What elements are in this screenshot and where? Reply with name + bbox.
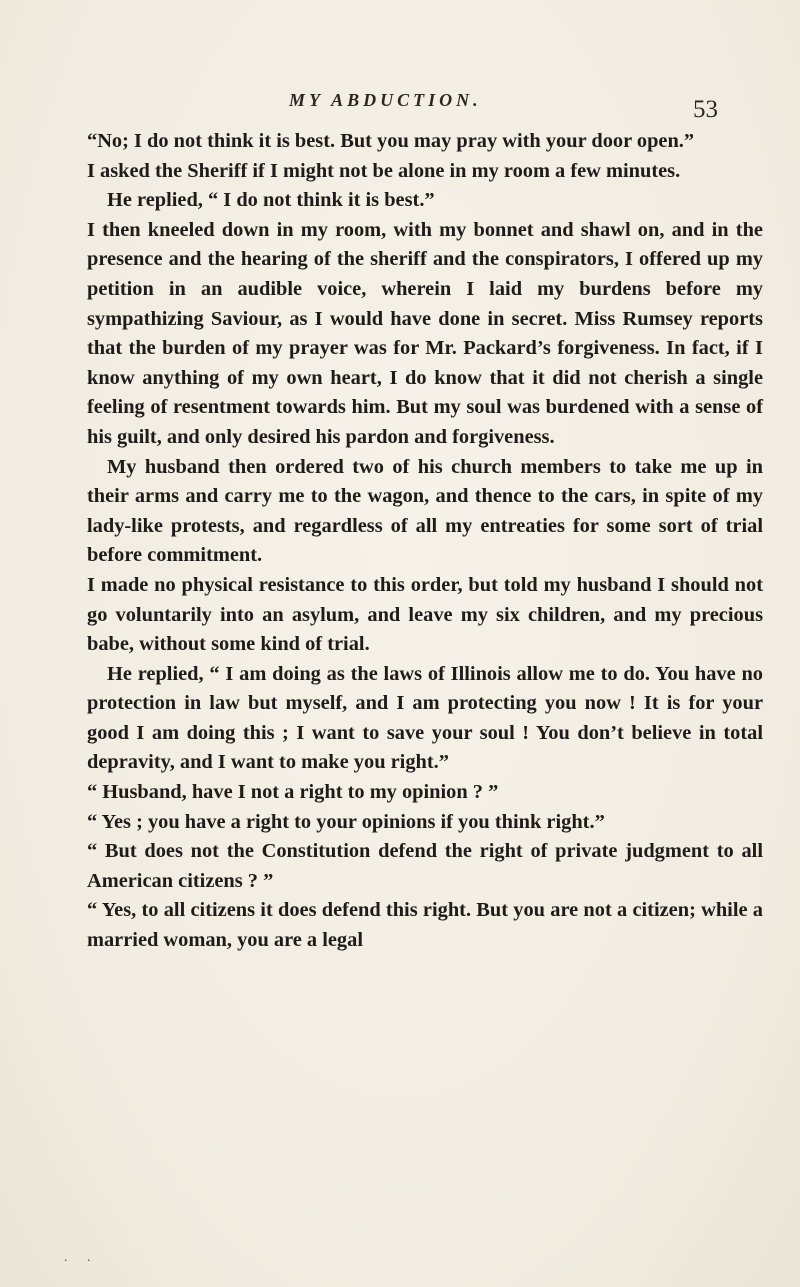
paragraph: “No; I do not think it is best. But you may pray with your door open.” [87,130,695,152]
paragraph: He replied, “ I am doing as the laws of Illinois allow me to do. You have no protection in law but myself, and I am protecting you now ! It is for your good I am doing this ; I want to save your soul ! You don’t believe in total depravity, and I want to make you right.” [87,662,763,774]
paragraph: “ Husband, have I not a right to my opinion ? ” [87,781,499,804]
body-text [87,127,763,956]
paragraph: I made no physical resistance to this order, but told my husband I should not go voluntarily into an asylum, and leave my six children, and my precious babe, without some kind of trial. [87,573,763,656]
page-header [0,90,800,130]
paragraph: He replied, “ I do not think it is best.” [107,189,435,212]
running-head: MY ABDUCTION. [289,90,482,110]
paragraph: “ Yes, to all citizens it does defend this right. But you are not a citizen; while a married woman, you are a legal [87,899,763,952]
paragraph: My husband then ordered two of his church members to take me up in their arms and carry me to the wagon, and thence to the cars, in spite of my lady-like protests, and regardless of all my entreaties for some sort of trial before commitment. [87,455,763,567]
page-number: 53 [693,96,718,123]
paragraph: I asked the Sheriff if I might not be alone in my room a few minutes. [87,159,681,182]
paragraph: I then kneeled down in my room, with my bonnet and shawl on, and in the presence and the hearing of the sheriff and the conspirators, I offered up my petition in an audible voice, wherein I laid my burdens before my sympathizing Saviour, as I would have done in secret. Miss Rumsey reports that the burden of my prayer was for Mr. Packard’s forgiveness. In fact, if I know anything of my own heart, I do know that it did not cherish a single feeling of resentment towards him. But my soul was burdened with a sense of his guilt, and only desired his pardon and forgiveness. [87,218,763,448]
paragraph: “ Yes ; you have a right to your opinions if you think right.” [87,810,605,833]
paragraph: “ But does not the Constitution defend the right of private judgment to all American citizens ? ” [87,840,763,892]
margin-mark: . . [64,1250,99,1265]
